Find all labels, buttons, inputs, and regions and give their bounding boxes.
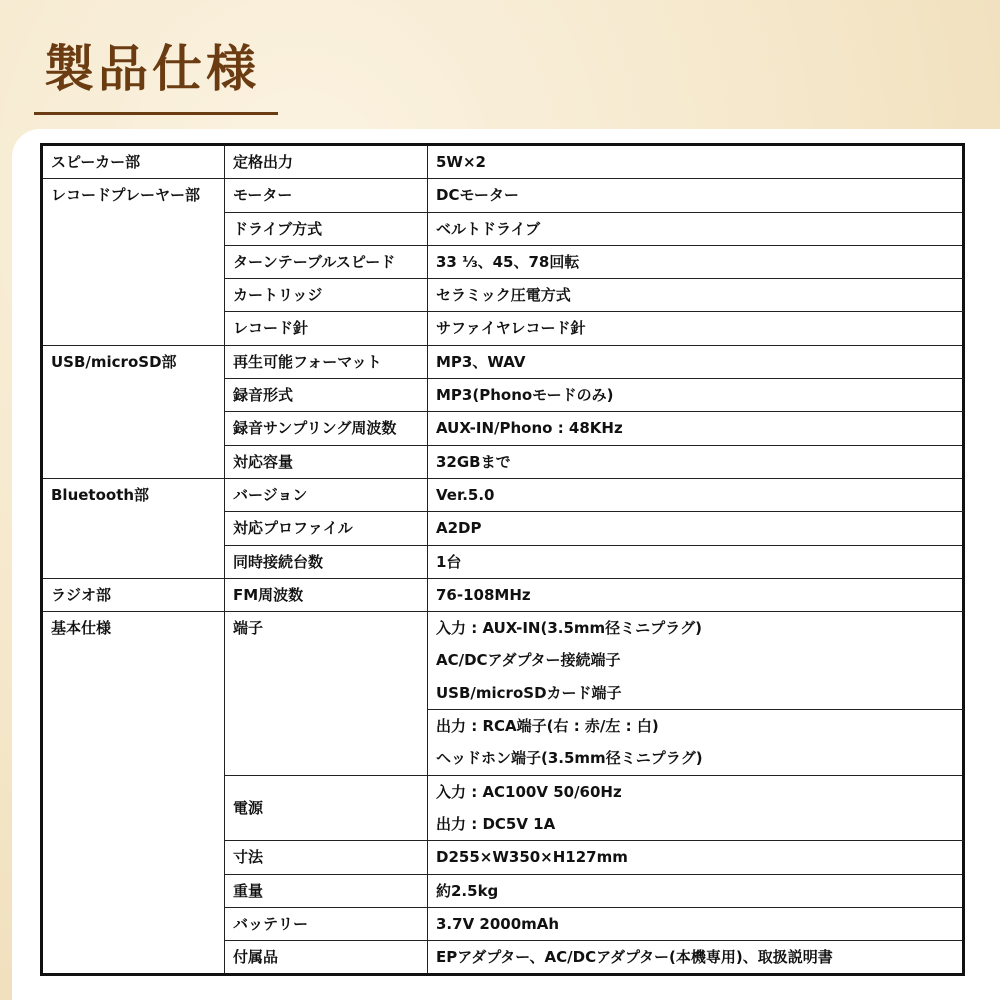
spec-value-line: 出力 : RCA端子(右 : 赤/左 : 白) xyxy=(428,710,964,743)
spec-label: 録音形式 xyxy=(225,379,428,412)
spec-label: モーター xyxy=(225,179,428,212)
spec-value: ベルトドライブ xyxy=(428,212,964,245)
spec-value: 5W×2 xyxy=(428,145,964,179)
spec-value: 76-108MHz xyxy=(428,578,964,611)
spec-value-line: USB/microSDカード端子 xyxy=(428,677,964,710)
category-record-player: レコードプレーヤー部 xyxy=(42,179,225,345)
spec-label: 録音サンプリング周波数 xyxy=(225,412,428,445)
spec-value: AUX-IN/Phono : 48KHz xyxy=(428,412,964,445)
spec-value: 33 ⅓、45、78回転 xyxy=(428,245,964,278)
spec-value: 32GBまで xyxy=(428,445,964,478)
spec-label-power: 電源 xyxy=(225,775,428,841)
spec-value: MP3、WAV xyxy=(428,345,964,378)
spec-label: 再生可能フォーマット xyxy=(225,345,428,378)
spec-value: セラミック圧電方式 xyxy=(428,279,964,312)
spec-label: 寸法 xyxy=(225,841,428,874)
spec-value: A2DP xyxy=(428,512,964,545)
table-row xyxy=(42,345,964,378)
spec-label: 対応プロファイル xyxy=(225,512,428,545)
table-row xyxy=(42,612,964,645)
page-title: 製品仕様 xyxy=(44,40,260,98)
spec-value: サファイヤレコード針 xyxy=(428,312,964,345)
title-underline xyxy=(34,112,278,115)
spec-value-line: AC/DCアダプター接続端子 xyxy=(428,644,964,676)
spec-table xyxy=(40,143,965,976)
spec-value: 約2.5kg xyxy=(428,874,964,907)
spec-value: Ver.5.0 xyxy=(428,478,964,511)
spec-value: D255×W350×H127mm xyxy=(428,841,964,874)
spec-value-line: 入力 : AC100V 50/60Hz xyxy=(428,775,964,808)
spec-label-terminal: 端子 xyxy=(225,612,428,775)
category-accessories: 付属品 xyxy=(225,941,428,975)
spec-value-line: 出力 : DC5V 1A xyxy=(428,808,964,841)
spec-value-line: 入力 : AUX-IN(3.5mm径ミニプラグ) xyxy=(428,612,964,645)
spec-label: バッテリー xyxy=(225,907,428,940)
category-speaker: スピーカー部 xyxy=(42,145,225,179)
accessories-value: EPアダプター、AC/DCアダプター(本機専用)、取扱説明書 xyxy=(428,941,964,975)
spec-value: DCモーター xyxy=(428,179,964,212)
spec-value: MP3(Phonoモードのみ) xyxy=(428,379,964,412)
spec-value: 3.7V 2000mAh xyxy=(428,907,964,940)
spec-value-line: ヘッドホン端子(3.5mm径ミニプラグ) xyxy=(428,742,964,775)
table-row xyxy=(42,478,964,511)
spec-label: バージョン xyxy=(225,478,428,511)
category-radio: ラジオ部 xyxy=(42,578,225,611)
table-row xyxy=(42,179,964,212)
spec-label: 対応容量 xyxy=(225,445,428,478)
category-basic-specs: 基本仕様 xyxy=(42,612,225,975)
category-bluetooth: Bluetooth部 xyxy=(42,478,225,578)
spec-label: 定格出力 xyxy=(225,145,428,179)
spec-value: 1台 xyxy=(428,545,964,578)
spec-label: 同時接続台数 xyxy=(225,545,428,578)
table-row xyxy=(42,578,964,611)
spec-label: ターンテーブルスピード xyxy=(225,245,428,278)
table-row xyxy=(42,145,964,179)
category-usb-microsd: USB/microSD部 xyxy=(42,345,225,478)
spec-label: カートリッジ xyxy=(225,279,428,312)
spec-label: 重量 xyxy=(225,874,428,907)
spec-label: ドライブ方式 xyxy=(225,212,428,245)
spec-label: FM周波数 xyxy=(225,578,428,611)
spec-label: レコード針 xyxy=(225,312,428,345)
